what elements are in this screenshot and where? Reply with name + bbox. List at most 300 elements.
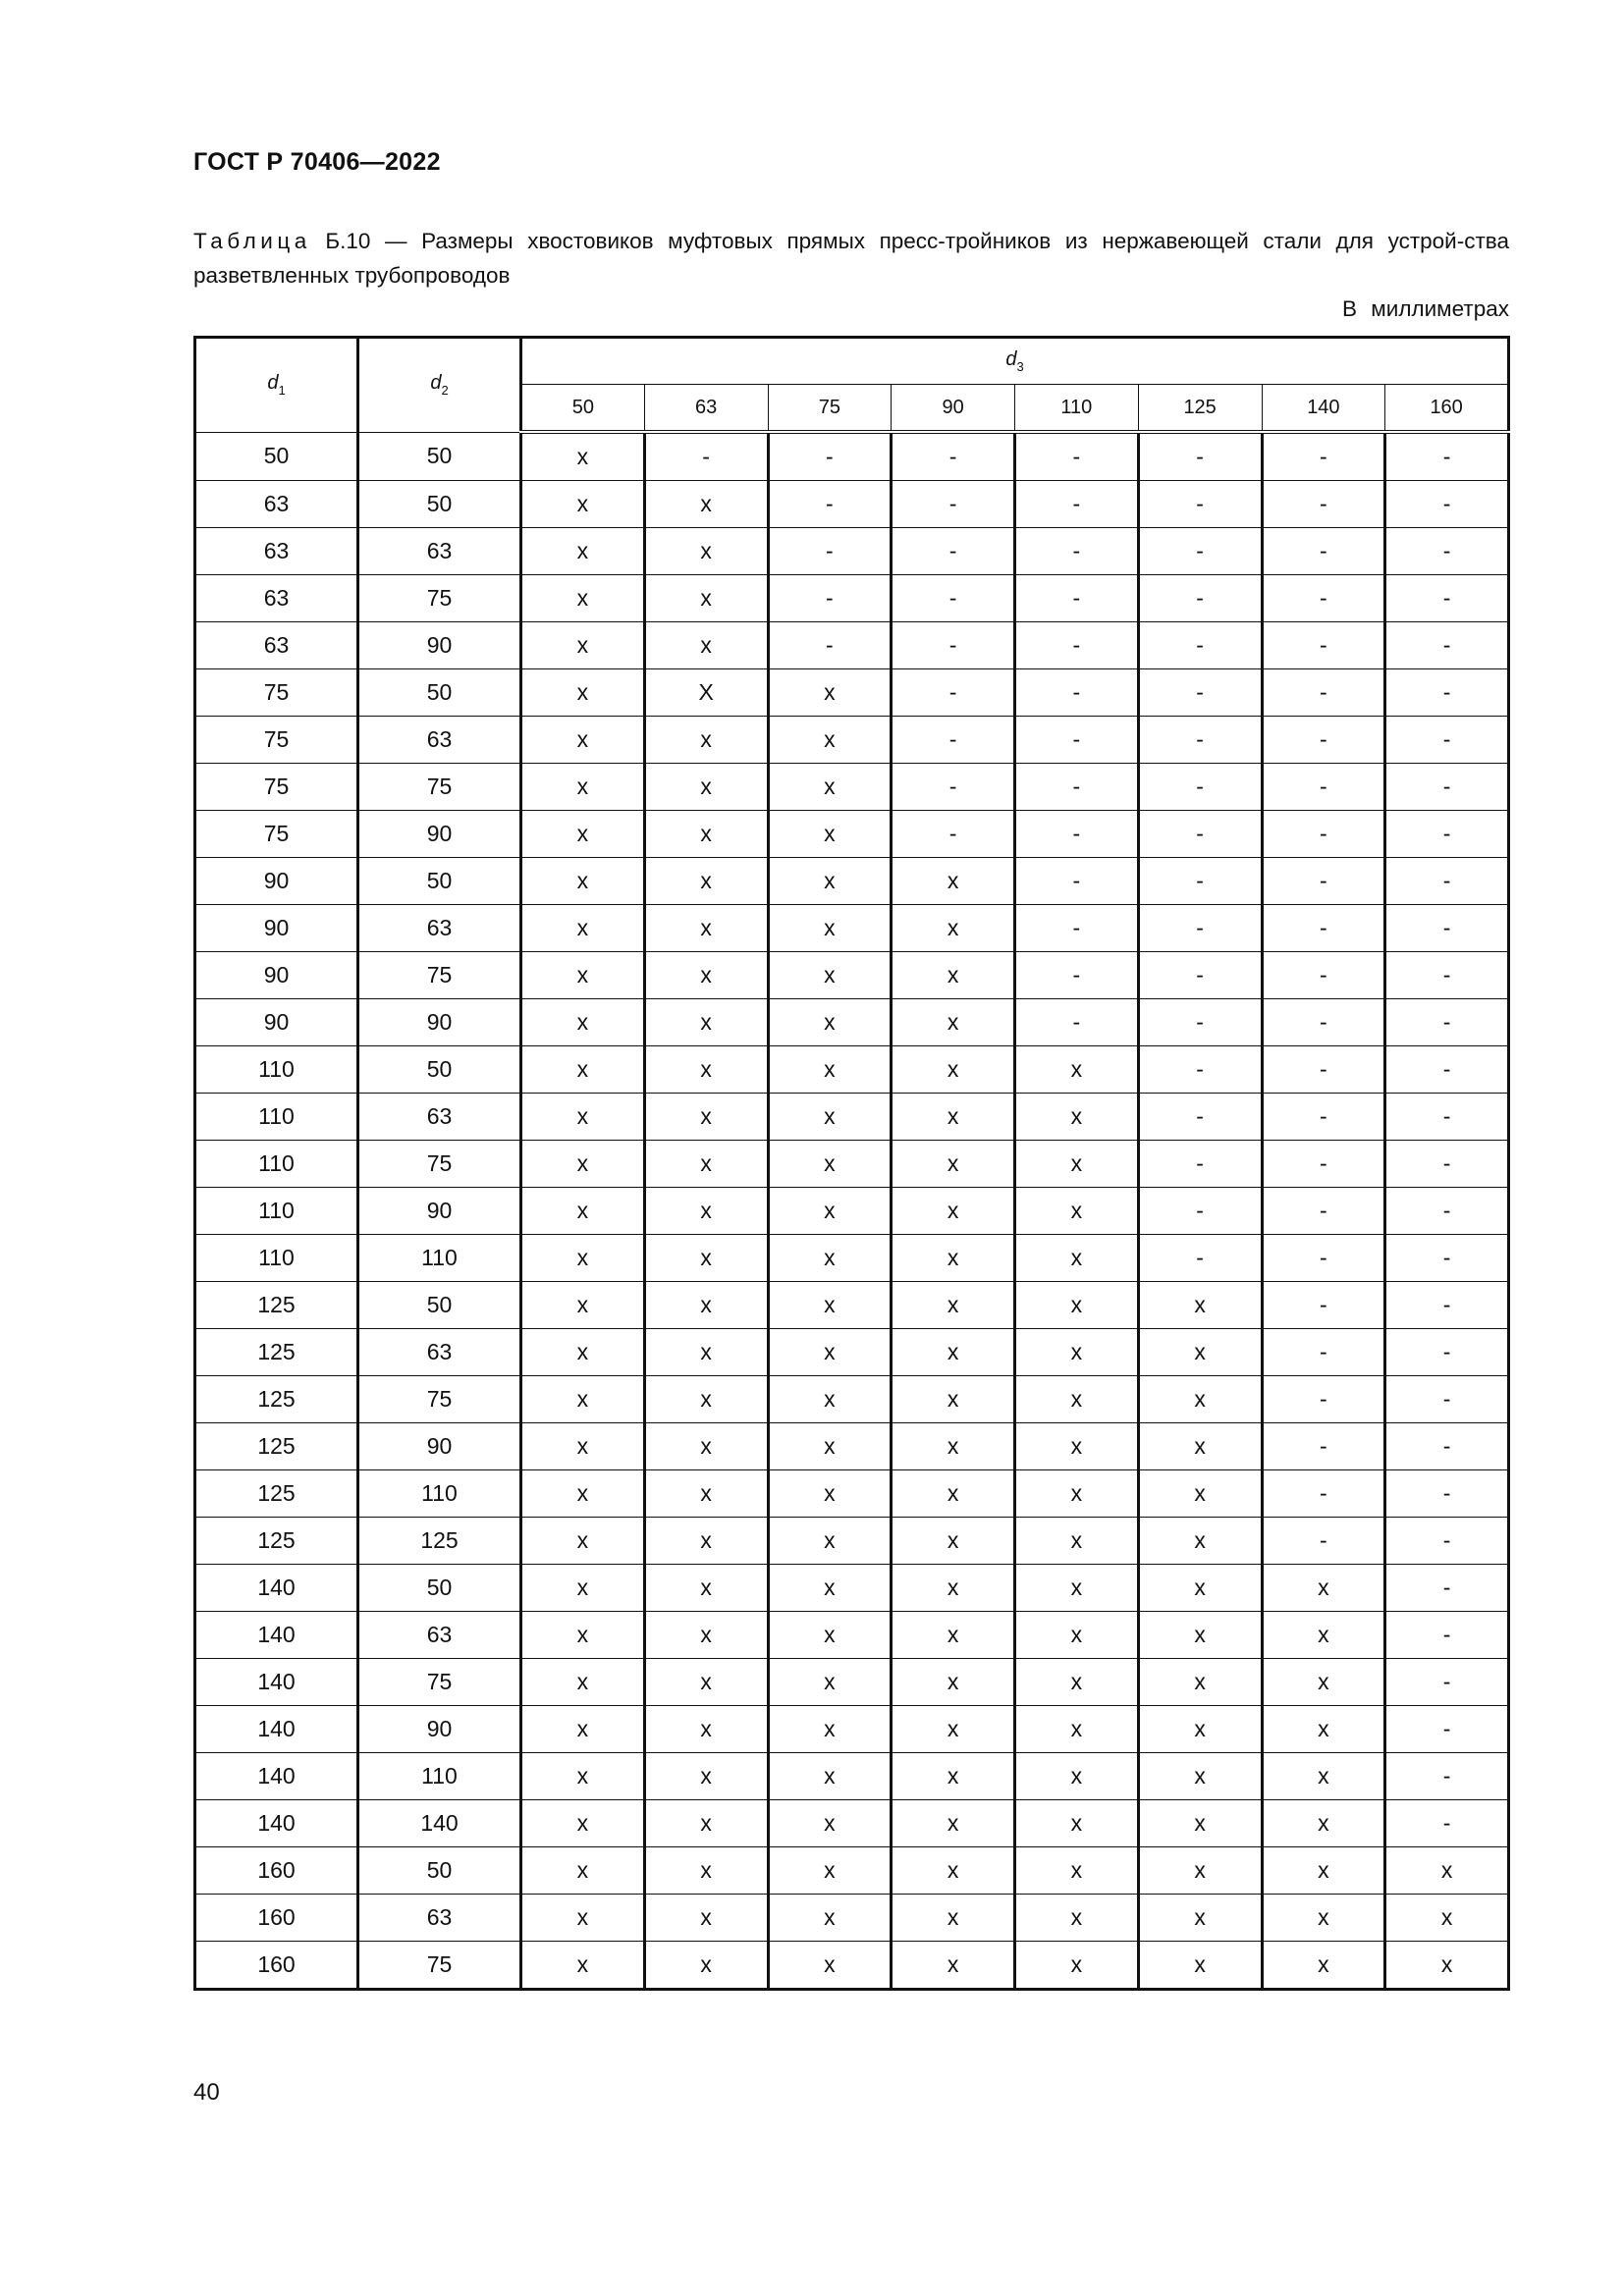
cell-mark: x xyxy=(521,1753,645,1800)
cell-mark: x xyxy=(892,1847,1015,1895)
cell-mark: x xyxy=(892,1565,1015,1612)
cell-d2: 75 xyxy=(358,1141,521,1188)
cell-d2: 110 xyxy=(358,1753,521,1800)
cell-mark: - xyxy=(1385,1141,1509,1188)
cell-mark: x xyxy=(644,858,768,905)
cell-mark: x xyxy=(1138,1895,1262,1942)
cell-mark: - xyxy=(1138,858,1262,905)
cell-d2: 90 xyxy=(358,999,521,1046)
cell-mark: x xyxy=(521,1423,645,1470)
cell-d1: 110 xyxy=(195,1235,358,1282)
cell-mark: x xyxy=(892,905,1015,952)
table-row xyxy=(195,1706,1509,1753)
cell-mark: x xyxy=(1015,1235,1139,1282)
table-row xyxy=(195,1141,1509,1188)
cell-mark: x xyxy=(1015,1423,1139,1470)
header-d3-value: 125 xyxy=(1138,385,1262,433)
cell-d1: 160 xyxy=(195,1895,358,1942)
cell-d1: 50 xyxy=(195,432,358,481)
cell-mark: - xyxy=(1262,1094,1385,1141)
cell-mark: x xyxy=(1015,1518,1139,1565)
table-row xyxy=(195,1612,1509,1659)
cell-mark: x xyxy=(1015,1895,1139,1942)
cell-d1: 110 xyxy=(195,1094,358,1141)
cell-mark: x xyxy=(521,1046,645,1094)
cell-d2: 90 xyxy=(358,1423,521,1470)
cell-mark: - xyxy=(1015,764,1139,811)
cell-mark: x xyxy=(521,1659,645,1706)
cell-mark: x xyxy=(521,575,645,622)
header-d3-value: 110 xyxy=(1015,385,1139,433)
cell-mark: - xyxy=(1385,1753,1509,1800)
cell-mark: - xyxy=(1138,575,1262,622)
cell-mark: x xyxy=(644,1753,768,1800)
cell-mark: x xyxy=(521,1470,645,1518)
cell-mark: x xyxy=(644,1423,768,1470)
cell-mark: x xyxy=(1262,1753,1385,1800)
cell-mark: x xyxy=(1138,1800,1262,1847)
cell-mark: - xyxy=(1262,1376,1385,1423)
cell-d1: 140 xyxy=(195,1753,358,1800)
cell-mark: x xyxy=(521,1282,645,1329)
cell-mark: - xyxy=(1385,1282,1509,1329)
cell-mark: - xyxy=(768,528,892,575)
cell-mark: x xyxy=(1138,1376,1262,1423)
cell-mark: - xyxy=(892,528,1015,575)
cell-mark: - xyxy=(1138,905,1262,952)
header-d1: $d_1$ xyxy=(195,338,358,433)
cell-mark: X xyxy=(644,669,768,717)
cell-mark: - xyxy=(1385,1094,1509,1141)
cell-d1: 75 xyxy=(195,811,358,858)
cell-mark: x xyxy=(644,811,768,858)
cell-d2: 75 xyxy=(358,952,521,999)
cell-mark: - xyxy=(1262,1046,1385,1094)
cell-mark: - xyxy=(1262,1470,1385,1518)
cell-d1: 125 xyxy=(195,1282,358,1329)
units-note: В миллиметрах xyxy=(1342,296,1509,321)
cell-d1: 140 xyxy=(195,1612,358,1659)
cell-mark: x xyxy=(1262,1565,1385,1612)
cell-mark: x xyxy=(521,669,645,717)
cell-mark: - xyxy=(1138,1235,1262,1282)
cell-mark: - xyxy=(1138,1094,1262,1141)
cell-d1: 90 xyxy=(195,999,358,1046)
cell-mark: - xyxy=(1385,575,1509,622)
table-row xyxy=(195,1565,1509,1612)
cell-d1: 160 xyxy=(195,1942,358,1990)
cell-d2: 50 xyxy=(358,1046,521,1094)
table-row xyxy=(195,622,1509,669)
cell-mark: - xyxy=(1385,1800,1509,1847)
cell-mark: x xyxy=(768,1847,892,1895)
cell-mark: - xyxy=(1138,432,1262,481)
table-row xyxy=(195,481,1509,528)
cell-mark: x xyxy=(892,1282,1015,1329)
cell-mark: - xyxy=(1262,1188,1385,1235)
cell-d2: 63 xyxy=(358,1094,521,1141)
cell-mark: x xyxy=(1015,1141,1139,1188)
cell-mark: - xyxy=(1385,999,1509,1046)
cell-d2: 50 xyxy=(358,481,521,528)
cell-d2: 140 xyxy=(358,1800,521,1847)
cell-mark: - xyxy=(1262,1235,1385,1282)
cell-d1: 160 xyxy=(195,1847,358,1895)
cell-d2: 90 xyxy=(358,811,521,858)
cell-d2: 75 xyxy=(358,764,521,811)
cell-mark: x xyxy=(644,1329,768,1376)
cell-d2: 75 xyxy=(358,575,521,622)
cell-mark: - xyxy=(644,432,768,481)
cell-d1: 125 xyxy=(195,1470,358,1518)
cell-d1: 110 xyxy=(195,1188,358,1235)
cell-mark: - xyxy=(1262,1329,1385,1376)
cell-mark: x xyxy=(1138,1423,1262,1470)
cell-mark: - xyxy=(1138,1141,1262,1188)
table-row xyxy=(195,1235,1509,1282)
cell-mark: - xyxy=(1262,858,1385,905)
cell-mark: x xyxy=(768,1188,892,1235)
cell-mark: x xyxy=(644,1282,768,1329)
cell-mark: - xyxy=(1262,811,1385,858)
cell-mark: - xyxy=(1385,1046,1509,1094)
cell-mark: x xyxy=(768,669,892,717)
cell-mark: x xyxy=(1138,1847,1262,1895)
cell-mark: x xyxy=(892,1753,1015,1800)
cell-mark: - xyxy=(1262,669,1385,717)
cell-mark: x xyxy=(644,999,768,1046)
cell-mark: x xyxy=(768,952,892,999)
table-row xyxy=(195,811,1509,858)
cell-d2: 50 xyxy=(358,432,521,481)
table-row xyxy=(195,1046,1509,1094)
cell-mark: - xyxy=(1262,999,1385,1046)
cell-mark: x xyxy=(644,1612,768,1659)
cell-mark: - xyxy=(1262,1423,1385,1470)
cell-mark: x xyxy=(1138,1470,1262,1518)
header-d3-value: 75 xyxy=(768,385,892,433)
cell-mark: x xyxy=(892,1895,1015,1942)
cell-mark: x xyxy=(644,1895,768,1942)
cell-mark: x xyxy=(1385,1895,1509,1942)
table-row xyxy=(195,952,1509,999)
cell-mark: x xyxy=(892,1706,1015,1753)
cell-d1: 110 xyxy=(195,1141,358,1188)
table-row xyxy=(195,575,1509,622)
cell-mark: x xyxy=(644,717,768,764)
table-row xyxy=(195,717,1509,764)
cell-mark: - xyxy=(768,575,892,622)
cell-mark: - xyxy=(1138,811,1262,858)
header-d3-value: 50 xyxy=(521,385,645,433)
cell-d2: 110 xyxy=(358,1235,521,1282)
cell-mark: - xyxy=(1385,669,1509,717)
cell-mark: - xyxy=(1262,575,1385,622)
cell-mark: x xyxy=(1138,1329,1262,1376)
cell-mark: x xyxy=(521,1376,645,1423)
cell-mark: x xyxy=(1138,1753,1262,1800)
cell-d1: 75 xyxy=(195,669,358,717)
cell-mark: x xyxy=(768,1423,892,1470)
table-row xyxy=(195,1329,1509,1376)
cell-mark: x xyxy=(1015,1282,1139,1329)
cell-mark: x xyxy=(1015,1800,1139,1847)
cell-mark: x xyxy=(892,1141,1015,1188)
table-row xyxy=(195,1188,1509,1235)
cell-mark: x xyxy=(644,528,768,575)
cell-mark: - xyxy=(892,764,1015,811)
cell-mark: - xyxy=(1015,481,1139,528)
cell-mark: x xyxy=(521,1800,645,1847)
table-row xyxy=(195,1094,1509,1141)
cell-mark: - xyxy=(892,481,1015,528)
cell-mark: x xyxy=(768,1470,892,1518)
dimensions-table xyxy=(193,336,1510,1991)
table-caption xyxy=(193,224,1509,293)
cell-mark: x xyxy=(644,1046,768,1094)
cell-mark: - xyxy=(1015,575,1139,622)
cell-mark: x xyxy=(644,1659,768,1706)
cell-mark: - xyxy=(1385,905,1509,952)
cell-mark: - xyxy=(1385,764,1509,811)
cell-d2: 75 xyxy=(358,1942,521,1990)
cell-mark: - xyxy=(1138,1046,1262,1094)
cell-mark: x xyxy=(644,1800,768,1847)
cell-mark: x xyxy=(1015,1188,1139,1235)
cell-mark: x xyxy=(1138,1565,1262,1612)
cell-d1: 110 xyxy=(195,1046,358,1094)
cell-mark: x xyxy=(768,1565,892,1612)
cell-mark: x xyxy=(644,905,768,952)
cell-mark: x xyxy=(644,1470,768,1518)
cell-mark: x xyxy=(521,811,645,858)
cell-mark: - xyxy=(1138,669,1262,717)
cell-d2: 63 xyxy=(358,1329,521,1376)
cell-mark: x xyxy=(768,1094,892,1141)
cell-mark: x xyxy=(892,1188,1015,1235)
cell-mark: x xyxy=(644,1376,768,1423)
cell-mark: x xyxy=(1138,1659,1262,1706)
cell-mark: x xyxy=(768,1282,892,1329)
cell-mark: x xyxy=(1262,1659,1385,1706)
table-row xyxy=(195,1282,1509,1329)
cell-mark: - xyxy=(1015,858,1139,905)
cell-mark: x xyxy=(892,1470,1015,1518)
cell-mark: x xyxy=(1262,1895,1385,1942)
cell-mark: - xyxy=(1138,1188,1262,1235)
cell-d1: 125 xyxy=(195,1376,358,1423)
cell-mark: x xyxy=(1015,1565,1139,1612)
cell-mark: - xyxy=(892,622,1015,669)
cell-mark: - xyxy=(1015,622,1139,669)
cell-mark: - xyxy=(1385,717,1509,764)
cell-mark: x xyxy=(768,1235,892,1282)
cell-mark: x xyxy=(521,1188,645,1235)
cell-mark: x xyxy=(1385,1847,1509,1895)
cell-mark: x xyxy=(892,1329,1015,1376)
cell-d2: 63 xyxy=(358,528,521,575)
table-row xyxy=(195,764,1509,811)
cell-mark: - xyxy=(892,811,1015,858)
cell-mark: x xyxy=(1015,1706,1139,1753)
page-number: 40 xyxy=(193,2079,220,2106)
table-row xyxy=(195,1847,1509,1895)
cell-mark: x xyxy=(1015,1376,1139,1423)
cell-mark: - xyxy=(1262,952,1385,999)
cell-mark: x xyxy=(768,1612,892,1659)
cell-mark: - xyxy=(892,669,1015,717)
cell-d1: 75 xyxy=(195,717,358,764)
caption-label: Таблица xyxy=(193,229,311,253)
cell-mark: - xyxy=(1385,481,1509,528)
cell-mark: x xyxy=(768,905,892,952)
cell-mark: - xyxy=(1262,1518,1385,1565)
cell-mark: x xyxy=(644,1094,768,1141)
cell-d1: 63 xyxy=(195,622,358,669)
cell-d1: 140 xyxy=(195,1800,358,1847)
table-row xyxy=(195,1659,1509,1706)
cell-mark: x xyxy=(521,1612,645,1659)
cell-mark: x xyxy=(1138,1282,1262,1329)
cell-mark: - xyxy=(1138,528,1262,575)
cell-mark: x xyxy=(768,1518,892,1565)
cell-mark: - xyxy=(1262,1282,1385,1329)
cell-mark: - xyxy=(1262,622,1385,669)
cell-d1: 140 xyxy=(195,1659,358,1706)
table-row xyxy=(195,999,1509,1046)
cell-mark: x xyxy=(768,764,892,811)
cell-mark: x xyxy=(644,1942,768,1990)
cell-mark: x xyxy=(892,1235,1015,1282)
cell-mark: x xyxy=(521,432,645,481)
cell-mark: x xyxy=(1262,1612,1385,1659)
cell-d1: 90 xyxy=(195,952,358,999)
cell-mark: x xyxy=(1015,1847,1139,1895)
cell-mark: x xyxy=(1015,1046,1139,1094)
cell-mark: - xyxy=(1385,1565,1509,1612)
cell-mark: - xyxy=(1262,905,1385,952)
cell-d1: 125 xyxy=(195,1329,358,1376)
table-row xyxy=(195,1895,1509,1942)
cell-d2: 125 xyxy=(358,1518,521,1565)
cell-mark: - xyxy=(1385,1423,1509,1470)
cell-mark: x xyxy=(644,952,768,999)
cell-mark: - xyxy=(1015,528,1139,575)
table-row xyxy=(195,858,1509,905)
cell-mark: - xyxy=(1385,1376,1509,1423)
cell-mark: - xyxy=(1138,764,1262,811)
cell-mark: x xyxy=(521,1235,645,1282)
header-d2: $d_2$ xyxy=(358,338,521,433)
cell-mark: x xyxy=(1015,1942,1139,1990)
header-d3-value: 160 xyxy=(1385,385,1509,433)
cell-d2: 63 xyxy=(358,1895,521,1942)
cell-mark: x xyxy=(768,999,892,1046)
cell-mark: x xyxy=(644,1141,768,1188)
cell-mark: x xyxy=(521,622,645,669)
cell-mark: x xyxy=(768,1706,892,1753)
cell-mark: - xyxy=(1385,952,1509,999)
cell-mark: x xyxy=(1138,1706,1262,1753)
cell-d1: 90 xyxy=(195,858,358,905)
cell-d1: 75 xyxy=(195,764,358,811)
cell-d2: 50 xyxy=(358,1565,521,1612)
cell-mark: x xyxy=(521,1329,645,1376)
cell-mark: - xyxy=(1385,1329,1509,1376)
cell-mark: x xyxy=(1262,1706,1385,1753)
cell-mark: x xyxy=(1138,1518,1262,1565)
cell-d1: 125 xyxy=(195,1423,358,1470)
cell-mark: - xyxy=(1015,999,1139,1046)
cell-mark: x xyxy=(768,858,892,905)
table-row xyxy=(195,669,1509,717)
cell-d2: 63 xyxy=(358,905,521,952)
cell-mark: x xyxy=(644,481,768,528)
header-d3-value: 63 xyxy=(644,385,768,433)
cell-d1: 90 xyxy=(195,905,358,952)
cell-mark: x xyxy=(1262,1942,1385,1990)
cell-d2: 90 xyxy=(358,1188,521,1235)
cell-mark: - xyxy=(1138,717,1262,764)
cell-mark: - xyxy=(892,432,1015,481)
cell-mark: - xyxy=(1138,622,1262,669)
caption-text: Б.10 — Размеры хвостовиков муфтовых прямых пресс-тройников из нержавеющей стали для устрой-ства разветвленных трубопроводов xyxy=(193,229,1509,288)
table-row xyxy=(195,1942,1509,1990)
cell-mark: x xyxy=(768,1046,892,1094)
cell-mark: x xyxy=(1015,1612,1139,1659)
cell-d2: 90 xyxy=(358,1706,521,1753)
cell-mark: x xyxy=(521,905,645,952)
cell-mark: x xyxy=(644,1235,768,1282)
cell-mark: - xyxy=(1015,905,1139,952)
cell-mark: x xyxy=(644,764,768,811)
cell-mark: x xyxy=(644,1565,768,1612)
cell-d1: 63 xyxy=(195,575,358,622)
cell-mark: x xyxy=(892,1518,1015,1565)
table-row xyxy=(195,1800,1509,1847)
cell-mark: x xyxy=(768,1895,892,1942)
cell-mark: x xyxy=(521,481,645,528)
cell-mark: x xyxy=(521,717,645,764)
cell-mark: x xyxy=(644,622,768,669)
cell-mark: x xyxy=(768,1753,892,1800)
cell-mark: x xyxy=(892,1046,1015,1094)
cell-mark: - xyxy=(1262,528,1385,575)
table-row xyxy=(195,1753,1509,1800)
cell-mark: - xyxy=(1385,811,1509,858)
cell-mark: x xyxy=(1015,1094,1139,1141)
cell-mark: - xyxy=(1385,858,1509,905)
table-row xyxy=(195,1423,1509,1470)
cell-mark: - xyxy=(768,481,892,528)
cell-mark: x xyxy=(768,1141,892,1188)
cell-mark: - xyxy=(1015,432,1139,481)
cell-mark: x xyxy=(644,1518,768,1565)
cell-mark: - xyxy=(892,575,1015,622)
cell-mark: x xyxy=(892,1423,1015,1470)
cell-mark: x xyxy=(644,1847,768,1895)
cell-mark: x xyxy=(521,528,645,575)
cell-d2: 50 xyxy=(358,858,521,905)
cell-mark: x xyxy=(1138,1612,1262,1659)
cell-mark: - xyxy=(1385,622,1509,669)
cell-mark: - xyxy=(1262,1141,1385,1188)
cell-mark: x xyxy=(892,1094,1015,1141)
cell-mark: - xyxy=(1262,717,1385,764)
cell-mark: x xyxy=(521,1094,645,1141)
cell-mark: x xyxy=(892,999,1015,1046)
cell-d1: 63 xyxy=(195,528,358,575)
